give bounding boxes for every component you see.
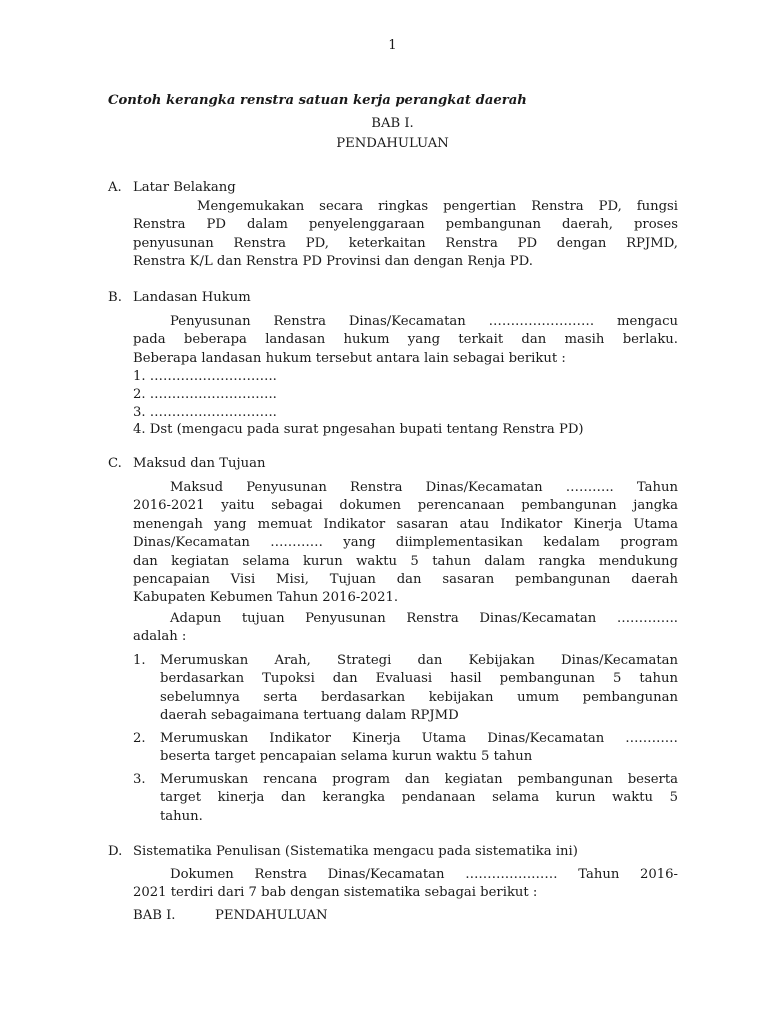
section-b-title: Landasan Hukum: [133, 290, 251, 305]
paragraph-line: 2016-2021 yaitu sebagai dokumen perencanaan pembangunan jangka: [133, 498, 678, 514]
objective-item: [160, 652, 678, 726]
paragraph-line: Renstra PD dalam penyelenggaraan pembangunan daerah, proses: [133, 217, 678, 233]
document-title: Contoh kerangka renstra satuan kerja perangkat daerah: [108, 93, 527, 108]
objective-line: Merumuskan Indikator Kinerja Utama Dinas/Kecamatan …………: [160, 731, 678, 746]
section-a-letter: A.: [108, 180, 122, 195]
paragraph-line: Dinas/Kecamatan ………… yang diimplementasikan kedalam program: [133, 535, 678, 551]
paragraph-line: dan kegiatan selama kurun waktu 5 tahun dalam rangka mendukung: [133, 553, 678, 569]
section-b-paragraph: [133, 313, 678, 368]
paragraph-line: pencapaian Visi Misi, Tujuan dan sasaran pembangunan daerah: [133, 571, 678, 587]
paragraph-line: Adapun tujuan Penyusunan Renstra Dinas/Kecamatan …………..: [170, 611, 678, 626]
section-c-paragraph-2: [133, 610, 678, 647]
page-number: 1: [388, 38, 397, 53]
paragraph-line: Renstra K/L dan Renstra PD Provinsi dan dengan Renja PD.: [133, 254, 533, 270]
chapter-title: PENDAHULUAN: [336, 136, 449, 151]
legal-basis-item: 4. Dst (mengacu pada surat pngesahan bupati tentang Renstra PD): [133, 422, 584, 437]
section-b-letter: B.: [108, 290, 122, 305]
objective-line: target kinerja dan kerangka pendanaan selama kurun waktu 5: [160, 790, 678, 806]
objective-line: Merumuskan rencana program dan kegiatan pembangunan beserta: [160, 772, 678, 787]
section-a-paragraph: [133, 198, 678, 272]
paragraph-line: penyusunan Renstra PD, keterkaitan Renstra PD dengan RPJMD,: [133, 235, 678, 251]
paragraph-line: menengah yang memuat Indikator sasaran atau Indikator Kinerja Utama: [133, 516, 678, 532]
paragraph-line: 2021 terdiri dari 7 bab dengan sistematika sebagai berikut :: [133, 885, 538, 901]
objective-line: beserta target pencapaian selama kurun waktu 5 tahun: [160, 749, 533, 765]
legal-basis-item: 2. ………………………..: [133, 387, 277, 402]
paragraph-line: Beberapa landasan hukum tersebut antara lain sebagai berikut :: [133, 350, 566, 366]
section-c-title: Maksud dan Tujuan: [133, 456, 266, 471]
legal-basis-item: 3. ………………………..: [133, 405, 277, 420]
objective-number: 2.: [133, 731, 146, 746]
paragraph-line: adalah :: [133, 629, 187, 645]
objective-item: [160, 730, 678, 767]
legal-basis-item: 1. ………………………..: [133, 369, 277, 384]
bab-title: PENDAHULUAN: [215, 908, 328, 923]
section-c-letter: C.: [108, 456, 122, 471]
objective-line: tahun.: [160, 808, 203, 824]
paragraph-line: Dokumen Renstra Dinas/Kecamatan ………………… Tahun 2016-: [170, 867, 678, 882]
chapter-label: BAB I.: [371, 116, 414, 131]
section-c-paragraph-1: [133, 479, 678, 608]
section-d-title: Sistematika Penulisan (Sistematika mengacu pada sistematika ini): [133, 844, 578, 859]
paragraph-line: Kabupaten Kebumen Tahun 2016-2021.: [133, 590, 399, 606]
objective-line: sebelumnya serta berdasarkan kebijakan umum pembangunan: [160, 689, 678, 705]
paragraph-line: Mengemukakan secara ringkas pengertian Renstra PD, fungsi: [197, 199, 678, 214]
objective-number: 3.: [133, 772, 146, 787]
section-d-letter: D.: [108, 844, 123, 859]
objective-line: Merumuskan Arah, Strategi dan Kebijakan Dinas/Kecamatan: [160, 653, 678, 668]
objective-number: 1.: [133, 653, 146, 668]
paragraph-line: Penyusunan Renstra Dinas/Kecamatan …………………… mengacu: [170, 314, 678, 329]
section-d-paragraph: [133, 866, 678, 903]
paragraph-line: Maksud Penyusunan Renstra Dinas/Kecamatan ……….. Tahun: [170, 480, 678, 495]
bab-label: BAB I.: [133, 908, 176, 923]
objective-item: [160, 771, 678, 826]
section-a-title: Latar Belakang: [133, 180, 236, 195]
objective-line: berdasarkan Tupoksi dan Evaluasi hasil pembangunan 5 tahun: [160, 671, 678, 687]
paragraph-line: pada beberapa landasan hukum yang terkait dan masih berlaku.: [133, 332, 678, 348]
objective-line: daerah sebagaimana tertuang dalam RPJMD: [160, 708, 459, 724]
